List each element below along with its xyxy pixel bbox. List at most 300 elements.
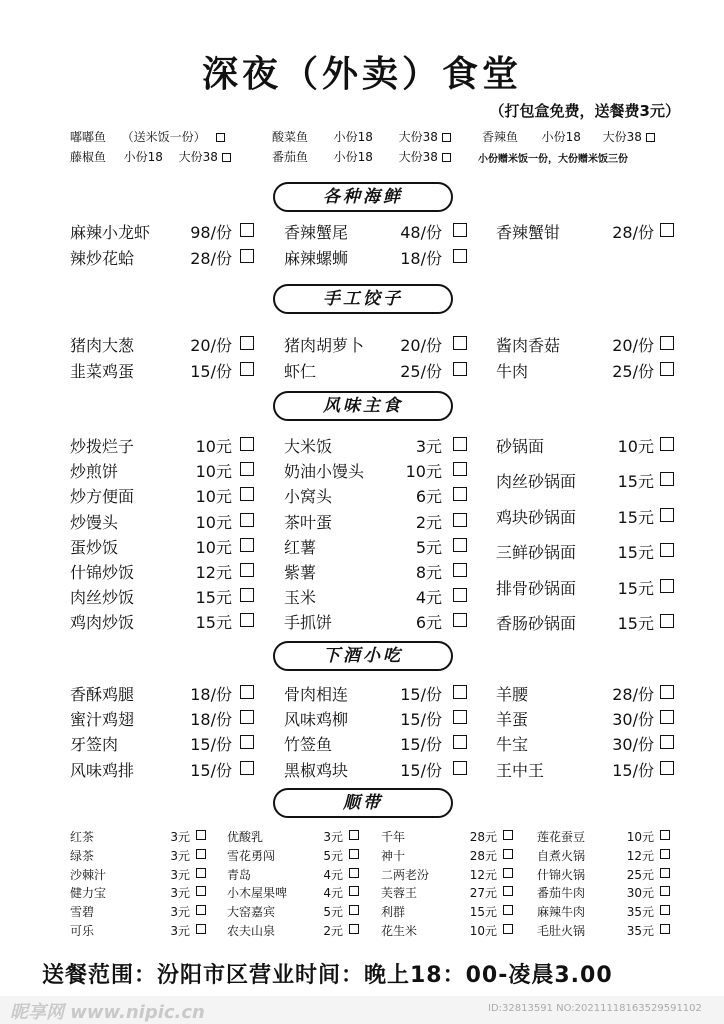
checkbox[interactable] [222, 153, 231, 162]
item-name: 羊蛋 [496, 710, 529, 730]
order-checkbox[interactable] [660, 579, 674, 593]
item-price: 15元 [617, 614, 654, 633]
item-price: 25元 [626, 867, 654, 882]
section-header: 各种海鲜 [273, 182, 453, 212]
item-price: 20/份 [400, 336, 442, 355]
item-name: 骨肉相连 [284, 685, 349, 704]
fish-item [70, 148, 231, 165]
menu-item [537, 847, 676, 867]
item-name: 大米饭 [284, 437, 333, 456]
item-name: 砂锅面 [496, 437, 545, 456]
item-name: 麻辣小龙虾 [70, 223, 151, 242]
item-price: 15元 [195, 588, 232, 608]
item-price: 12元 [469, 867, 497, 882]
item-name: 炒煎饼 [70, 462, 119, 482]
item-name: 莲花蚕豆 [537, 830, 586, 844]
order-checkbox[interactable] [349, 830, 359, 840]
order-checkbox[interactable] [240, 685, 254, 699]
order-checkbox[interactable] [660, 685, 674, 699]
item-name: 紫薯 [284, 563, 317, 582]
section-header: 风味主食 [273, 391, 453, 421]
menu-item [496, 540, 676, 560]
item-price: 8元 [415, 563, 442, 582]
order-checkbox[interactable] [453, 563, 467, 577]
order-checkbox[interactable] [453, 613, 467, 627]
item-name: 猪肉大葱 [70, 336, 135, 355]
menu-item [70, 903, 212, 923]
order-checkbox[interactable] [453, 487, 467, 501]
item-price: 35元 [626, 905, 654, 920]
item-price: 30/份 [612, 710, 654, 730]
menu-item [227, 884, 365, 904]
fish-item [272, 148, 451, 165]
item-price: 20/份 [612, 336, 654, 355]
item-price: 10元 [469, 924, 497, 938]
item-name: 什锦炒饭 [70, 563, 135, 582]
item-price: 12元 [626, 848, 654, 863]
item-price: 15元 [617, 472, 654, 491]
order-checkbox[interactable] [660, 735, 674, 749]
order-checkbox[interactable] [660, 710, 674, 724]
order-checkbox[interactable] [503, 905, 513, 915]
fish-name: 藤椒鱼 [70, 150, 107, 164]
fish-name: 香辣鱼 [482, 130, 519, 144]
item-price: 6元 [415, 487, 442, 507]
item-price: 15元 [617, 543, 654, 562]
item-name: 花生米 [381, 924, 418, 938]
item-price: 15/份 [400, 760, 442, 780]
order-checkbox[interactable] [660, 614, 674, 628]
item-name: 农夫山泉 [227, 924, 276, 938]
menu-item [70, 585, 256, 608]
item-name: 炒拨烂子 [70, 437, 135, 456]
order-checkbox[interactable] [453, 735, 467, 749]
item-price: 27元 [469, 886, 497, 901]
order-checkbox[interactable] [349, 849, 359, 859]
item-name: 小木屋果啤 [227, 886, 288, 901]
item-name: 芙蓉王 [381, 886, 418, 901]
menu-item [537, 884, 676, 904]
item-name: 麻辣螺蛳 [284, 249, 349, 268]
page-subtitle: （打包盒免费，送餐费3元） [489, 102, 680, 120]
menu-item [381, 884, 519, 904]
order-checkbox[interactable] [660, 223, 674, 237]
item-name: 毛肚火锅 [537, 924, 586, 938]
item-price: 18/份 [190, 710, 232, 730]
order-checkbox[interactable] [453, 588, 467, 602]
menu-item [537, 903, 676, 923]
order-checkbox[interactable] [240, 336, 254, 350]
menu-item [70, 510, 256, 530]
fish-large-price: 大份38 [398, 150, 438, 164]
order-checkbox[interactable] [660, 849, 670, 859]
menu-item [496, 434, 676, 454]
item-price: 25/份 [400, 362, 442, 381]
item-name: 黑椒鸡块 [284, 760, 349, 780]
item-price: 4元 [323, 886, 343, 901]
item-name: 鸡块砂锅面 [496, 508, 577, 527]
delivery-footer: 送餐范围：汾阳市区营业时间：晚上18：00-凌晨3.00 [42, 963, 613, 988]
item-name: 三鲜砂锅面 [496, 543, 577, 562]
item-name: 风味鸡排 [70, 760, 135, 780]
menu-item [70, 560, 256, 580]
item-name: 青岛 [227, 867, 252, 882]
menu-item [496, 732, 676, 755]
order-checkbox[interactable] [660, 905, 670, 915]
item-price: 15/份 [190, 760, 232, 780]
menu-item [284, 333, 469, 353]
fish-small-price: 小份18 [541, 130, 581, 144]
fish-name: 酸菜鱼 [272, 130, 309, 144]
order-checkbox[interactable] [453, 249, 467, 263]
item-price: 3元 [170, 867, 190, 882]
item-name: 沙棘汁 [70, 867, 107, 882]
order-checkbox[interactable] [196, 868, 206, 878]
page-title: 深夜（外卖）食堂 [201, 54, 522, 95]
watermark-logo: 昵享网 www.nipic.cn [10, 1002, 205, 1023]
menu-item [70, 884, 212, 904]
menu-item [284, 758, 469, 778]
order-checkbox[interactable] [453, 710, 467, 724]
fish-large-price: 大份38 [602, 130, 642, 144]
item-name: 自煮火锅 [537, 848, 586, 863]
item-name: 牙签肉 [70, 735, 119, 755]
item-price: 20/份 [190, 336, 232, 355]
menu-item [496, 707, 676, 730]
order-checkbox[interactable] [240, 710, 254, 724]
order-checkbox[interactable] [196, 849, 206, 859]
item-price: 25/份 [612, 362, 654, 381]
menu-item [70, 535, 256, 555]
item-name: 韭菜鸡蛋 [70, 362, 135, 381]
item-price: 15/份 [190, 362, 232, 381]
item-price: 10元 [195, 437, 232, 456]
menu-item [70, 359, 256, 379]
item-price: 3元 [170, 830, 190, 844]
order-checkbox[interactable] [196, 924, 206, 934]
checkbox[interactable] [442, 153, 451, 162]
menu-item [227, 903, 365, 923]
item-name: 小窝头 [284, 487, 333, 507]
item-price: 3元 [170, 848, 190, 863]
item-price: 10元 [617, 437, 654, 456]
order-checkbox[interactable] [349, 868, 359, 878]
item-price: 2元 [415, 512, 442, 532]
order-checkbox[interactable] [196, 905, 206, 915]
menu-item [496, 611, 676, 631]
item-price: 28/份 [612, 223, 654, 242]
order-checkbox[interactable] [660, 830, 670, 840]
item-name: 香酥鸡腿 [70, 685, 135, 704]
menu-item [284, 220, 469, 240]
order-checkbox[interactable] [660, 362, 674, 376]
fish-name: 番茄鱼 [272, 150, 309, 164]
order-checkbox[interactable] [240, 588, 254, 602]
item-price: 10元 [195, 512, 232, 532]
checkbox[interactable] [442, 133, 451, 142]
menu-item [284, 459, 469, 482]
menu-item [284, 732, 469, 755]
item-price: 15元 [195, 613, 232, 633]
order-checkbox[interactable] [196, 830, 206, 840]
order-checkbox[interactable] [240, 613, 254, 627]
item-price: 28元 [469, 830, 497, 844]
fish-large-price: 大份38 [178, 150, 218, 164]
item-price: 10元 [195, 462, 232, 482]
fish-item [272, 128, 451, 145]
item-name: 利群 [381, 905, 406, 920]
order-checkbox[interactable] [660, 437, 674, 451]
item-name: 肉丝炒饭 [70, 588, 135, 608]
item-price: 4元 [323, 867, 343, 882]
order-checkbox[interactable] [453, 336, 467, 350]
fish-name: 嘟嘟鱼 [70, 130, 107, 144]
order-checkbox[interactable] [196, 886, 206, 896]
order-checkbox[interactable] [453, 437, 467, 451]
menu-item [496, 758, 676, 778]
item-name: 奶油小馒头 [284, 462, 365, 482]
rice-note: 小份赠米饭一份，大份赠米饭三份 [478, 154, 628, 165]
item-price: 30/份 [612, 735, 654, 755]
order-checkbox[interactable] [503, 886, 513, 896]
menu-item [537, 866, 676, 886]
item-name: 香辣蟹钳 [496, 223, 561, 242]
menu-item [70, 732, 256, 755]
item-price: 10元 [626, 830, 654, 844]
menu-item [496, 333, 676, 353]
item-price: 5元 [415, 537, 442, 557]
menu-item [381, 903, 519, 923]
item-price: 18/份 [190, 685, 232, 704]
menu-item [70, 707, 256, 730]
menu-item [70, 484, 256, 507]
item-price: 3元 [170, 886, 190, 901]
item-price: 15/份 [400, 735, 442, 755]
order-checkbox[interactable] [240, 761, 254, 775]
item-name: 什锦火锅 [537, 867, 586, 882]
item-price: 15/份 [400, 685, 442, 704]
item-price: 10元 [195, 537, 232, 557]
menu-item [70, 682, 256, 702]
menu-item [284, 510, 469, 530]
item-price: 3元 [170, 905, 190, 920]
order-checkbox[interactable] [349, 886, 359, 896]
item-price: 3元 [415, 437, 442, 456]
menu-item [284, 434, 469, 454]
item-price: 5元 [323, 848, 343, 863]
item-name: 辣炒花蛤 [70, 249, 135, 268]
menu-item [227, 866, 365, 886]
menu-item [381, 847, 519, 867]
item-name: 牛宝 [496, 735, 529, 755]
item-name: 鸡肉炒饭 [70, 613, 135, 633]
order-checkbox[interactable] [240, 362, 254, 376]
menu-item [496, 469, 676, 489]
item-price: 28/份 [612, 685, 654, 704]
menu-item [70, 828, 212, 848]
item-price: 28/份 [190, 249, 232, 268]
item-name: 雪碧 [70, 905, 95, 920]
section-header: 手工饺子 [273, 284, 453, 314]
order-checkbox[interactable] [240, 513, 254, 527]
menu-item [284, 585, 469, 608]
fish-small-price: 小份18 [333, 150, 373, 164]
item-name: 肉丝砂锅面 [496, 472, 577, 491]
section-header: 顺带 [273, 788, 453, 818]
item-price: 10元 [195, 487, 232, 507]
item-name: 麻辣牛肉 [537, 905, 586, 920]
order-checkbox[interactable] [503, 868, 513, 878]
checkbox[interactable] [646, 133, 655, 142]
item-name: 虾仁 [284, 362, 317, 381]
menu-item [70, 847, 212, 867]
item-name: 炒馒头 [70, 512, 119, 532]
order-checkbox[interactable] [453, 761, 467, 775]
menu-item [284, 707, 469, 730]
item-price: 12元 [195, 563, 232, 582]
menu-item [381, 828, 519, 848]
item-price: 15/份 [612, 760, 654, 780]
item-price: 98/份 [190, 223, 232, 242]
item-name: 羊腰 [496, 685, 529, 704]
menu-item [70, 459, 256, 482]
order-checkbox[interactable] [660, 472, 674, 486]
menu-item [284, 246, 469, 266]
fish-large-price: 大份38 [398, 130, 438, 144]
item-name: 茶叶蛋 [284, 512, 333, 532]
item-price: 5元 [323, 905, 343, 920]
menu-item [496, 682, 676, 702]
order-checkbox[interactable] [503, 830, 513, 840]
menu-item [284, 682, 469, 702]
menu-item [284, 484, 469, 507]
watermark-id: ID:32813591 NO:20211118163529591102 [488, 1003, 702, 1014]
menu-item [496, 220, 676, 240]
item-price: 10元 [405, 462, 442, 482]
menu-item [496, 505, 676, 525]
order-checkbox[interactable] [240, 462, 254, 476]
item-name: 牛肉 [496, 362, 529, 381]
item-price: 15元 [617, 579, 654, 598]
fish-line-1 [70, 128, 225, 145]
item-price: 35元 [626, 924, 654, 938]
menu-item [70, 220, 256, 240]
menu-item [70, 758, 256, 778]
menu-item [537, 922, 676, 942]
menu-item [381, 866, 519, 886]
order-checkbox[interactable] [660, 508, 674, 522]
order-checkbox[interactable] [240, 223, 254, 237]
order-checkbox[interactable] [240, 563, 254, 577]
fish-small-price: 小份18 [123, 150, 163, 164]
order-checkbox[interactable] [453, 462, 467, 476]
menu-item [227, 847, 365, 867]
order-checkbox[interactable] [660, 924, 670, 934]
order-checkbox[interactable] [503, 849, 513, 859]
item-name: 雪花勇闯 [227, 848, 276, 863]
order-checkbox[interactable] [349, 905, 359, 915]
item-name: 玉米 [284, 588, 317, 608]
item-name: 香辣蟹尾 [284, 223, 349, 242]
item-price: 2元 [323, 924, 343, 938]
menu-item [227, 922, 365, 942]
item-name: 猪肉胡萝卜 [284, 336, 365, 355]
menu-item [496, 359, 676, 379]
item-name: 香肠砂锅面 [496, 614, 577, 633]
menu-item [70, 246, 256, 266]
order-checkbox[interactable] [660, 543, 674, 557]
order-checkbox[interactable] [660, 336, 674, 350]
fish-small-price: 小份18 [333, 130, 373, 144]
item-price: 15/份 [190, 735, 232, 755]
order-checkbox[interactable] [240, 735, 254, 749]
menu-item [70, 610, 256, 633]
item-name: 王中王 [496, 760, 545, 780]
menu-item [284, 359, 469, 379]
item-price: 15元 [469, 905, 497, 920]
item-name: 竹签鱼 [284, 735, 333, 755]
fish-item [482, 128, 655, 145]
order-checkbox[interactable] [503, 924, 513, 934]
item-name: 炒方便面 [70, 487, 135, 507]
item-name: 红薯 [284, 537, 317, 557]
order-checkbox[interactable] [453, 538, 467, 552]
item-name: 可乐 [70, 924, 95, 938]
item-name: 排骨砂锅面 [496, 579, 577, 598]
menu-item [537, 828, 676, 848]
item-price: 6元 [415, 613, 442, 633]
order-checkbox[interactable] [453, 362, 467, 376]
order-checkbox[interactable] [240, 437, 254, 451]
menu-item [70, 866, 212, 886]
item-price: 15元 [617, 508, 654, 527]
order-checkbox[interactable] [453, 513, 467, 527]
item-name: 风味鸡柳 [284, 710, 349, 730]
order-checkbox[interactable] [240, 487, 254, 501]
item-name: 大窑嘉宾 [227, 905, 276, 920]
order-checkbox[interactable] [453, 685, 467, 699]
order-checkbox[interactable] [660, 886, 670, 896]
order-checkbox[interactable] [349, 924, 359, 934]
item-name: 绿茶 [70, 848, 95, 863]
item-price: 3元 [170, 924, 190, 938]
item-name: 酱肉香菇 [496, 336, 561, 355]
item-price: 4元 [415, 588, 442, 608]
menu-item [70, 434, 256, 454]
item-name: 蜜汁鸡翅 [70, 710, 135, 730]
item-name: 手抓饼 [284, 613, 333, 633]
item-price: 18/份 [400, 249, 442, 268]
item-name: 二两老汾 [381, 867, 430, 882]
item-price: 30元 [626, 886, 654, 901]
item-name: 蛋炒饭 [70, 537, 119, 557]
menu-item [70, 922, 212, 942]
menu-item [284, 610, 469, 633]
checkbox[interactable] [216, 133, 225, 142]
item-price: 15/份 [400, 710, 442, 730]
menu-item [284, 535, 469, 555]
menu-item [227, 828, 365, 848]
item-price: 48/份 [400, 223, 442, 242]
order-checkbox[interactable] [240, 249, 254, 263]
menu-item [496, 576, 676, 596]
order-checkbox[interactable] [660, 761, 674, 775]
menu-item [381, 922, 519, 942]
order-checkbox[interactable] [660, 868, 670, 878]
order-checkbox[interactable] [453, 223, 467, 237]
fish-note: （送米饭一份） [121, 130, 206, 144]
order-checkbox[interactable] [240, 538, 254, 552]
